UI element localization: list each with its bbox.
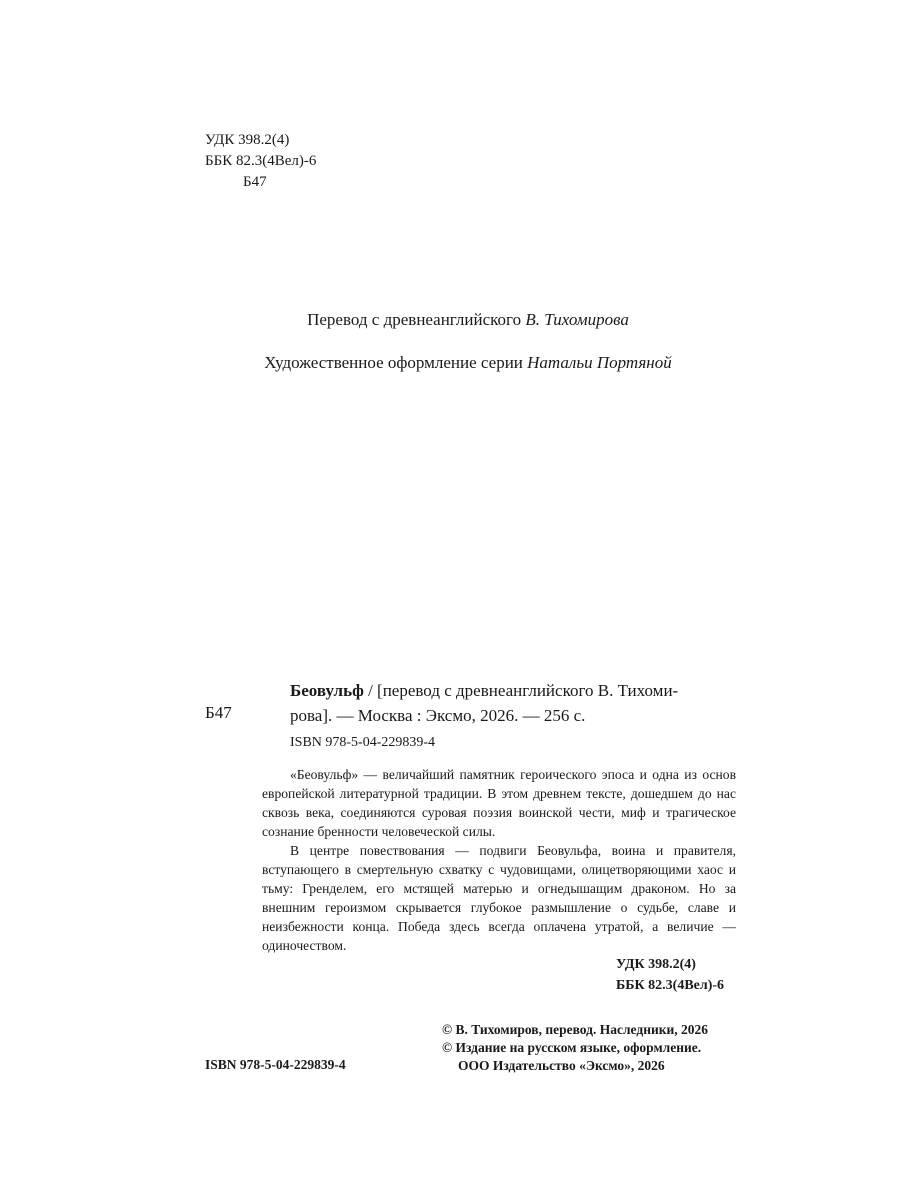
translator-credit-prefix: Перевод с древнеанглийского (307, 310, 522, 329)
annotation (262, 765, 736, 955)
annotation-paragraph: «Беовульф» — величайший памятник героического эпоса и одна из основ европейской литературной традиции. В этом древнем тексте, дошедшем до нас сквозь века, соединяются суровая поэзия воинской чести, миф и трагическое сознание бренности человеческой силы. (262, 767, 736, 839)
bbk-code: ББК 82.3(4Вел)-6 (616, 978, 725, 993)
isbn-bottom: ISBN 978-5-04-229839-4 (205, 1057, 346, 1072)
classification-codes-top (205, 130, 316, 193)
translator-name: В. Тихомирова (525, 310, 629, 329)
copyright-line: © Издание на русском языке, оформление. (442, 1040, 702, 1055)
bbk-code: ББК 82.3(4Вел)-6 (205, 153, 317, 169)
design-credit-prefix: Художественное оформление серии (264, 353, 523, 372)
author-mark: Б47 (243, 174, 267, 190)
bibliographic-record (290, 678, 736, 728)
udk-code: УДК 398.2(4) (616, 957, 696, 972)
annotation-paragraph: В центре повествования — подвиги Беовульфа, воина и правителя, вступающего в смертельную схватку с чудовищами, олицетворяющими хаос и тьму: Гренделем, его мстящей матерью и огнедышащим драконом. Но за внешним героизмом скрывается глубокое размышление о судьбе, славе и неизбежности конца. Победа здесь всегда оплачена утратой, а величие — одиночеством. (262, 843, 736, 953)
designer-name: Натальи Портяной (527, 353, 672, 372)
udk-code: УДК 398.2(4) (205, 132, 290, 148)
copyright-line: ООО Издательство «Эксмо», 2026 (458, 1058, 665, 1073)
copyright-line: © В. Тихомиров, перевод. Наследники, 2026 (442, 1022, 709, 1037)
classification-codes-bottom (616, 954, 724, 996)
book-title: Беовульф (290, 681, 364, 700)
design-credit (18, 353, 900, 373)
translator-credit (18, 310, 900, 330)
record-line2: рова]. — Москва : Эксмо, 2026. — 256 с. (290, 706, 586, 725)
record-line1: / [перевод с древнеанглийского В. Тихоми- (363, 681, 679, 700)
copyright-notice (442, 1021, 708, 1075)
record-isbn: ISBN 978-5-04-229839-4 (290, 735, 436, 750)
record-author-mark: Б47 (205, 703, 232, 722)
